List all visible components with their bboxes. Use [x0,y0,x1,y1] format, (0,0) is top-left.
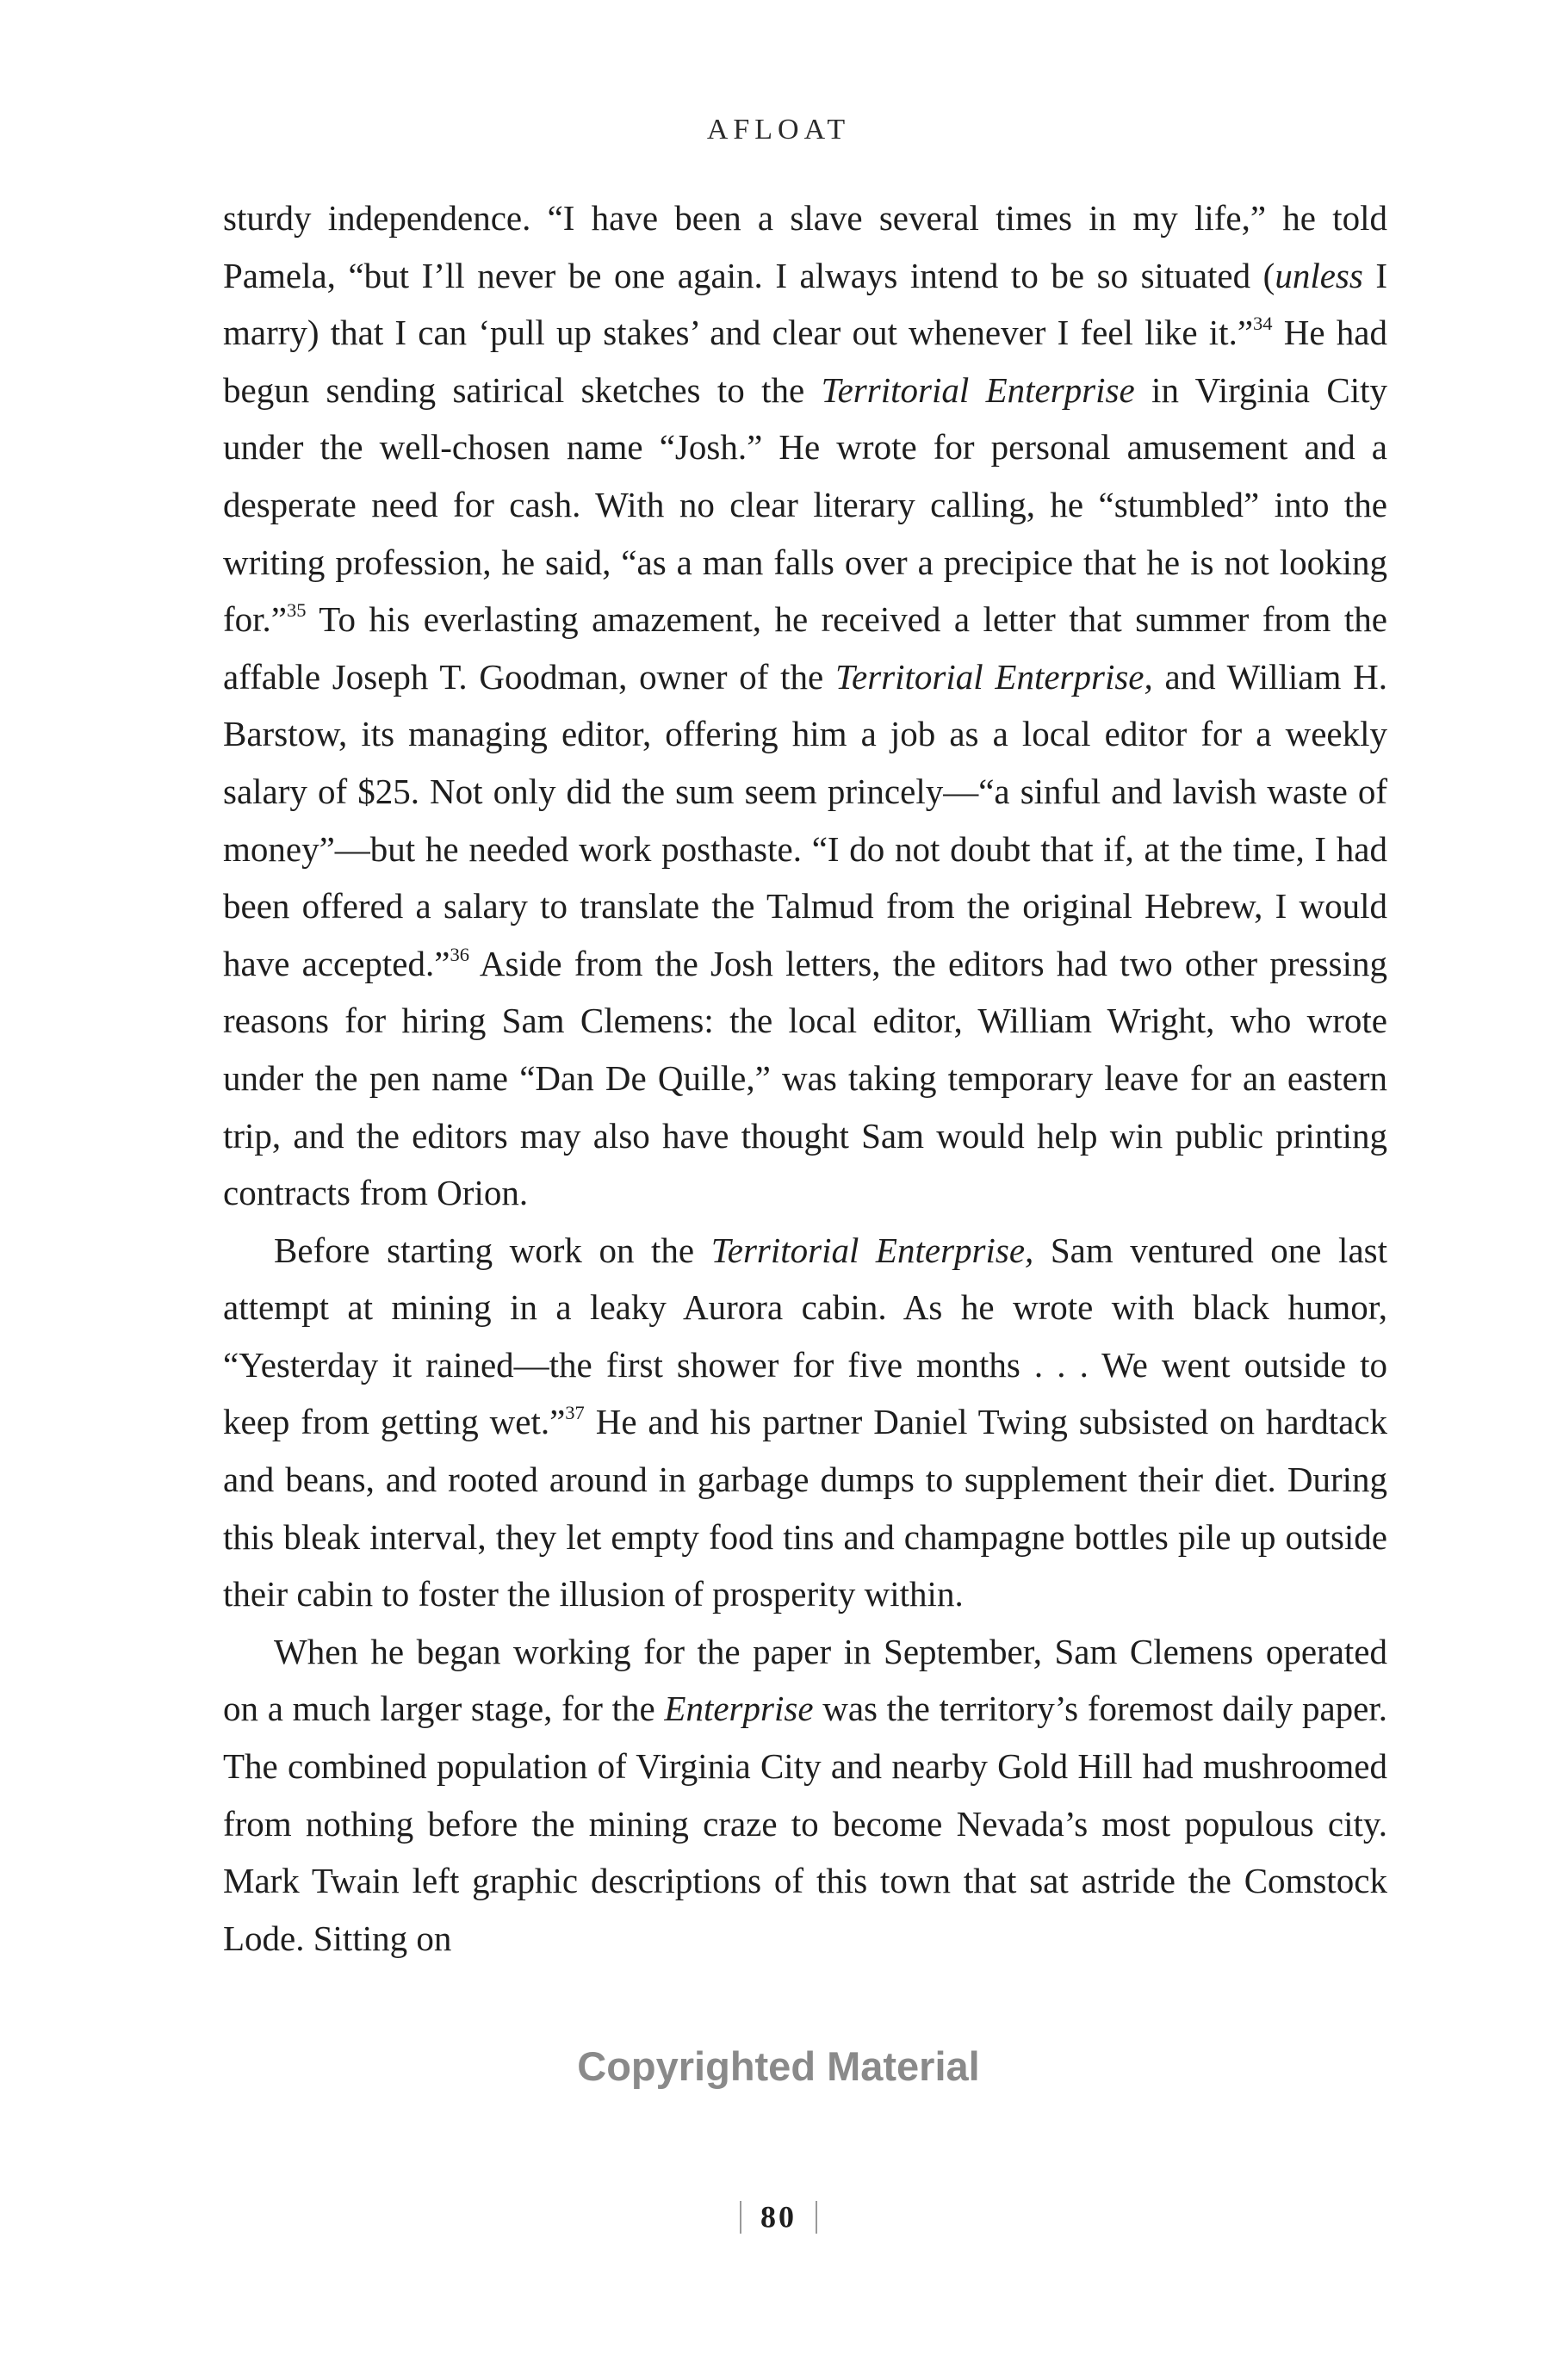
text-run: I marry) that I can ‘pull up stakes’ and clear out whenever I feel like it.” [223,255,1388,353]
text-run: He had begun sending satirical sketches to the [223,313,1387,410]
italic-run: unless [1275,255,1363,295]
text-run: Aside from the Josh letters, the editors had two other pressing reasons for hiring Sam Clemens: the local editor, William Wright, who wrote under the pen name “Dan De Quille,” was taking temporary leave for an eastern trip, and the editors may also have thought Sam would help win public printing contracts from Orion. [223,943,1387,1213]
folio-divider-left [740,2201,741,2234]
footnote-ref: 37 [565,1402,585,1424]
text-run: and William H. Barstow, its managing editor, offering him a job as a local editor for a weekly salary of $25. Not only did the sum seem princely—“a sinful and lavish waste of money”—but he needed work posthaste. “I do not doubt that if, at the time, I had been offered a salary to translate the Talmud from the original Hebrew, I would have accepted.” [223,656,1387,983]
text-run: sturdy independence. “I have been a slave several times in my life,” he told Pamela, “but I’ll never be one again. I always intend to be so situated ( [223,198,1387,295]
body-text [223,189,1387,1967]
italic-run: Territorial Enterprise, [835,656,1153,697]
text-run: Sam ventured one last attempt at mining in a leaky Aurora cabin. As he wrote with black humor, “Yesterday it rained—the first shower for five months . . . We went outside to keep from getting wet.” [223,1230,1387,1442]
text-run: When he began working for the paper in September, Sam Clemens operated on a much larger stage, for the [223,1631,1387,1729]
footnote-ref: 34 [1253,313,1273,335]
footnote-ref: 35 [287,599,307,622]
footnote-ref: 36 [450,943,469,965]
text-run: was the territory’s foremost daily paper. The combined population of Virginia City and nearby Gold Hill had mushroomed from nothing before the mining craze to become Nevada’s most populous city. Mark Twain left graphic descriptions of this town that sat astride the Comstock Lode. Sitting on [223,1689,1387,1958]
page-number-footer [0,2196,1557,2235]
italic-run: Enterprise [664,1689,814,1729]
folio-divider-right [816,2201,817,2234]
italic-run: Territorial Enterprise, [710,1230,1034,1270]
copyright-watermark: Copyrighted Material [577,2043,980,2089]
text-run: in Virginia City under the well-chosen name “Josh.” He wrote for personal amusement and a desperate need for cash. With no clear literary calling, he “stumbled” into the writing profession, he said, “as a man falls over a precipice that he is not looking for.” [223,369,1387,640]
text-run: He and his partner Daniel Twing subsisted on hardtack and beans, and rooted around in garbage dumps to supplement their diet. During this bleak interval, they let empty food tins and champagne bottles pile up outside their cabin to foster the illusion of prosperity within. [223,1402,1387,1615]
paragraph-2 [223,1222,1387,1623]
running-head: AFLOAT [706,114,851,146]
paragraph-3 [223,1623,1387,1968]
paragraph-1 [223,189,1387,1222]
text-run: Before starting work on the [274,1230,711,1270]
text-run: To his everlasting amazement, he received a letter that summer from the affable Joseph T. Goodman, owner of the [223,599,1387,697]
italic-run: Territorial Enterprise [821,369,1135,410]
page-number: 80 [760,2199,797,2234]
